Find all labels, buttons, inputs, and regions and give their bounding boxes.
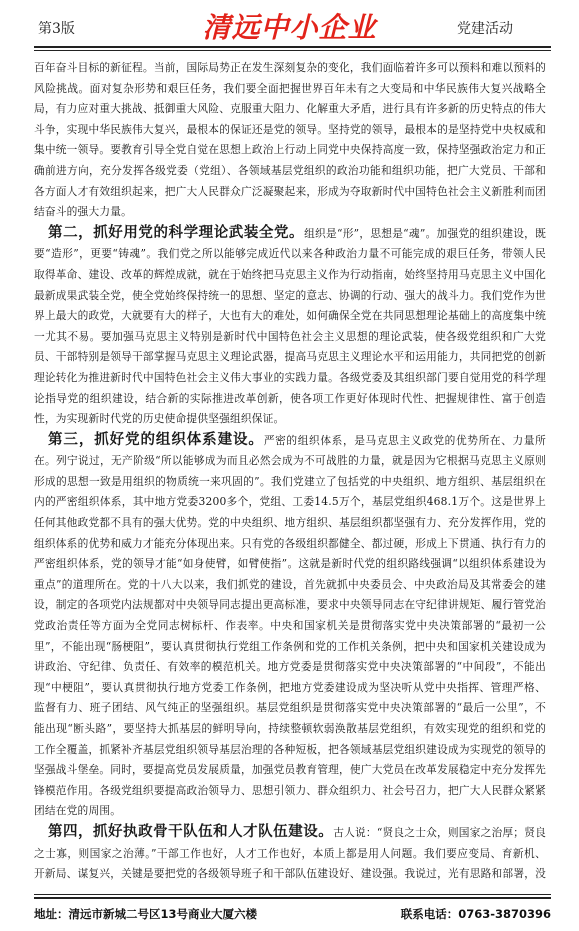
paragraph-intro-continuation: 百年奋斗目标的新征程。当前，国际局势正在发生深刻复杂的变化，我们面临着许多可以预料和难以预料的风险挑战。面对复杂形势和艰巨任务，我们要全面把握世界百年未有之大变局和中华民族伟大复兴战略全局，有力应对重大挑战、抵御重大风险、克服重大阻力、化解重大矛盾，进行具有许多新的历史特点的伟大斗争，实现中华民族伟大复兴，最根本的保证还是党的领导。坚持党的领导，最根本的是坚持党中央权威和集中统一领导。要教育引导全党自觉在思想上政治上行动上同党中央保持高度一致，保持坚强政治定力和正确前进方向，充分发挥各级党委（党组）、各领域基层党组织的政治功能和组织功能，把广大党员、干部和各方面人才有效组织起来，把广大人民群众广泛凝聚起来，形成为夺取新时代中国特色社会主义新胜利而团结奋斗的强大力量。 bbox=[34, 61, 546, 219]
footer-phone: 联系电话：0763-3870396 bbox=[400, 907, 551, 921]
section-label: 党建活动 bbox=[457, 21, 513, 37]
footer-divider-thin bbox=[34, 894, 551, 895]
issue-label: 第3版 bbox=[38, 21, 75, 37]
section-heading-four: 第四，抓好执政骨干队伍和人才队伍建设。 bbox=[48, 822, 334, 840]
header-divider-thin bbox=[34, 50, 551, 51]
page-header bbox=[0, 0, 579, 56]
footer-address: 地址：清远市新城二号区13号商业大厦六楼 bbox=[34, 907, 258, 921]
section-heading-three: 第三，抓好党的组织体系建设。 bbox=[48, 430, 264, 448]
section-four-text: 古人说：“贤良之士众，则国家之治厚；贤良之士寡，则国家之治薄。”干部工作也好，人才工作也好，本质上都是用人问题。我们要应变局、育新机、开新局、谋复兴，关键是要把党的各级领导班子和干部队伍建设好、建设强。我说过，光有思路和部署，没 bbox=[34, 825, 546, 881]
section-three-text: 严密的组织体系，是马克思主义政党的优势所在、力量所在。列宁说过，无产阶级“所以能够成为而且必然会成为不可战胜的力量，就是因为它根据马克思主义原则形成的思想一致是用组织的物质统一来巩固的”。我们党建立了包括党的中央组织、地方组织、基层组织在内的严密组织体系，其中地方党委3200多个，党组、工委14.5万个，基层党组织468.1万个。这是世界上任何其他政党都不具有的强大优势。党的中央组织、地方组织、基层组织都坚强有力、充分发挥作用，党的组织体系的优势和威力才能充分体现出来。只有党的各级组织都健全、都过硬，形成上下贯通、执行有力的严密组织体系，党的领导才能“如身使臂，如臂使指”。这就是新时代党的组织路线强调“以组织体系建设为重点”的道理所在。党的十八大以来，我们抓党的建设，首先就抓中央委员会、中央政治局及其常委会的建设，制定的各项党内法规都对中央领导同志提出更高标准，要求中央领导同志在守纪律讲规矩、履行管党治党政治责任等方面为全党同志树标杆、作表率。中央和国家机关是贯彻落实党中央决策部署的“最初一公里”，不能出现“肠梗阻”，要认真贯彻执行党组工作条例和党的工作机关条例，把中央和国家机关建设成为讲政治、守纪律、负责任、有效率的模范机关。地方党委是贯彻落实党中央决策部署的“中间段”，不能出现“中梗阻”，要认真贯彻执行地方党委工作条例，把地方党委建设成为坚决听从党中央指挥、管理严格、监督有力、班子团结、风气纯正的坚强组织。基层党组织是贯彻落实党中央决策部署的“最后一公里”，不能出现“断头路”，要坚持大抓基层的鲜明导向，持续整顿软弱涣散基层党组织，有效实现党的组织和党的工作全覆盖，抓紧补齐基层党组织领导基层治理的各种短板，把各领域基层党组织建设成为实现党的领导的坚强战斗堡垒。同时，要提高党员发展质量，加强党员教育管理，使广大党员在改革发展稳定中充分发挥先锋模范作用。各级党组织要提高政治领导力、思想引领力、群众组织力、社会号召力，把广大人民群众紧紧团结在党的周围。 bbox=[34, 433, 546, 818]
section-two bbox=[34, 223, 546, 430]
masthead-logo: 清远中小企业 bbox=[202, 11, 377, 44]
section-two-text: 组织是“形”，思想是“魂”。加强党的组织建设，既要“造形”，更要“铸魂”。我们党之所以能够完成近代以来各种政治力量不可能完成的艰巨任务，带领人民取得革命、建设、改革的辉煌成就，就在于始终把马克思主义作为行动指南，始终坚持用马克思主义中国化最新成果武装全党，使全党始终保持统一的思想、坚定的意志、协调的行动、强大的战斗力。我们党作为世界上最大的政党，大就要有大的样子，大也有大的难处，如何确保全党在共同思想理论基础上的高度集中统一尤其不易。要加强马克思主义特别是新时代中国特色社会主义思想的理论武装，使各级党组织和广大党员、干部特别是领导干部掌握马克思主义理论武器，提高马克思主义理论水平和运用能力，共同把党的创新理论转化为推进新时代中国特色社会主义伟大事业的实践力量。各级党委及其组织部门要自觉用党的科学理论指导党的组织建设，结合新的实际推进改革创新，使各项工作更好体现时代性、把握规律性、富于创造性，为实现新时代党的历史使命提供坚强组织保证。 bbox=[34, 226, 546, 426]
header-divider bbox=[34, 46, 551, 48]
article-body bbox=[34, 58, 546, 888]
section-four bbox=[34, 822, 546, 888]
footer-divider bbox=[34, 897, 551, 899]
section-three bbox=[34, 430, 546, 822]
page-footer bbox=[0, 888, 579, 931]
section-heading-two: 第二，抓好用党的科学理论武装全党。 bbox=[48, 223, 305, 241]
